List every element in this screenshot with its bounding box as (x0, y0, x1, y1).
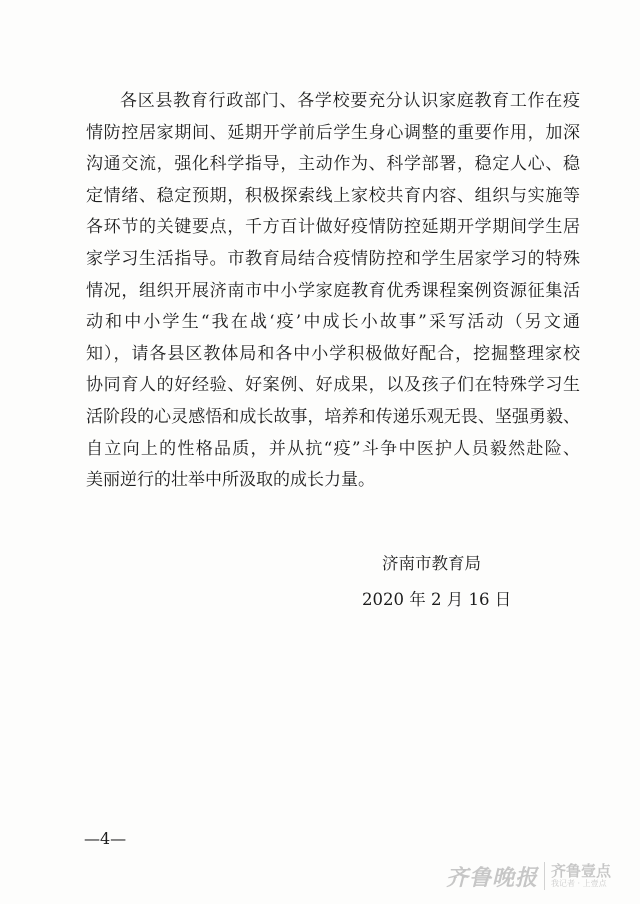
newspaper-watermark (446, 856, 632, 896)
watermark-logo-block (551, 863, 611, 888)
paragraph-line: 各环节的关键要点，千方百计做好疫情防控延期开学期间学生居 (86, 217, 580, 238)
signature-block (362, 549, 542, 615)
watermark-slogan: 我记者 · 上壹点 (551, 878, 607, 888)
issuing-organization: 济南市教育局 (382, 554, 481, 573)
paragraph-line: 家学习生活指导。市教育局结合疫情防控和学生居家学习的特殊 (86, 248, 580, 269)
watermark-brand-script: 齐鲁晚报 (446, 864, 539, 891)
issue-date: 2020 年 2 月 16 日 (362, 590, 512, 609)
watermark-divider (544, 862, 545, 890)
paragraph-line: 各区县教育行政部门、各学校要充分认识家庭教育工作在疫 (120, 91, 580, 111)
paragraph-line: 定情绪、稳定预期，积极探索线上家校共育内容、组织与实施等 (86, 185, 580, 206)
watermark-logo: 齐鲁壹点 (551, 862, 612, 881)
paragraph-line: 协同育人的好经验、好案例、好成果，以及孩子们在特殊学习生 (86, 375, 580, 396)
paragraph-line: 情防控居家期间、延期开学前后学生身心调整的重要作用，加深 (86, 122, 580, 143)
paragraph-line: 动和中小学生“我在战‘疫’中成长小故事”采写活动（另文通 (86, 312, 580, 333)
paragraph-line: 知），请各县区教体局和各中小学积极做好配合，挖掘整理家校 (86, 343, 580, 364)
paragraph-line: 活阶段的心灵感悟和成长故事，培养和传递乐观无畏、坚强勇毅、 (86, 406, 580, 427)
paragraph-line: 沟通交流，强化科学指导，主动作为、科学部署，稳定人心、稳 (86, 154, 580, 175)
paragraph-line: 美丽逆行的壮举中所汲取的成长力量。 (86, 470, 375, 491)
paragraph-line: 情况，组织开展济南市中小学家庭教育优秀课程案例资源征集活 (86, 280, 580, 301)
notice-paragraph (86, 86, 580, 497)
paragraph-line: 自立向上的性格品质，并从抗“疫”斗争中医护人员毅然赴险、 (86, 438, 580, 459)
page-number: —4— (84, 829, 127, 848)
